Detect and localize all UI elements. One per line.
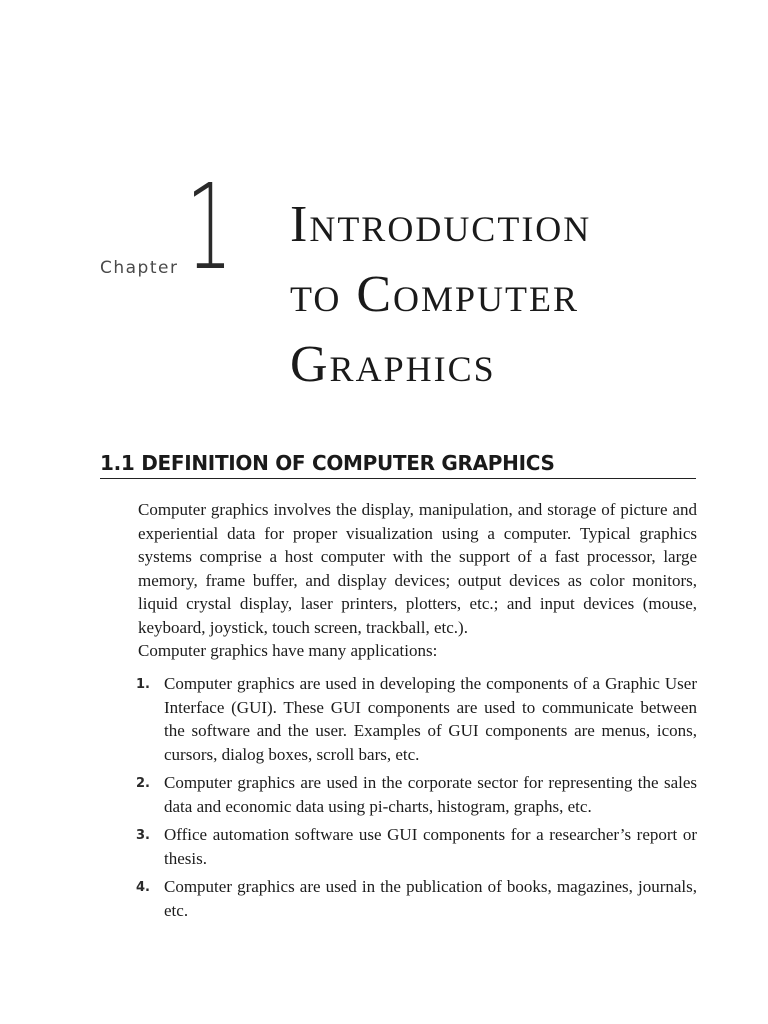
list-item-text: Computer graphics are used in developing the components of a Graphic User Interface (GUI). These GUI components are used to communicate between the software and the user. Examples of GUI components are menus, icons, cursors, dialog boxes, scroll bars, etc. (164, 674, 697, 764)
list-item-text: Computer graphics are used in the corporate sector for representing the sales data and economic data using pi-charts, histogram, graphs, etc. (164, 773, 697, 816)
applications-intro: Computer graphics have many applications: (138, 641, 438, 660)
chapter-title-line: Introduction (290, 196, 592, 253)
chapter-title-line: Graphics (290, 336, 496, 393)
chapter-title-line: to Computer (290, 266, 580, 323)
chapter-title (290, 190, 730, 400)
chapter-label: Chapter (100, 258, 179, 278)
list-item (138, 823, 697, 870)
chapter-number: 1 (186, 158, 233, 296)
list-item-number: 2. (136, 776, 150, 791)
list-item-number: 4. (136, 880, 150, 895)
list-item-text: Computer graphics are used in the publication of books, magazines, journals, etc. (164, 877, 697, 920)
list-item-text: Office automation software use GUI components for a researcher’s report or thesis. (164, 825, 697, 868)
definition-paragraph: Computer graphics involves the display, manipulation, and storage of picture and experiential data for proper visualization using a computer. Typical graphics systems comprise a host computer with the support of a fast processor, large memory, frame buffer, and display devices; output devices as color monitors, liquid crystal display, laser printers, plotters, etc.; and input devices (mouse, keyboard, joystick, touch screen, trackball, etc.). (138, 500, 697, 637)
list-item-number: 3. (136, 828, 150, 843)
list-item-number: 1. (136, 677, 150, 692)
list-item (138, 672, 697, 766)
section-body (138, 498, 697, 663)
applications-list (138, 672, 697, 927)
list-item (138, 875, 697, 922)
list-item (138, 771, 697, 818)
section-heading: 1.1 DEFINITION OF COMPUTER GRAPHICS (100, 449, 696, 479)
